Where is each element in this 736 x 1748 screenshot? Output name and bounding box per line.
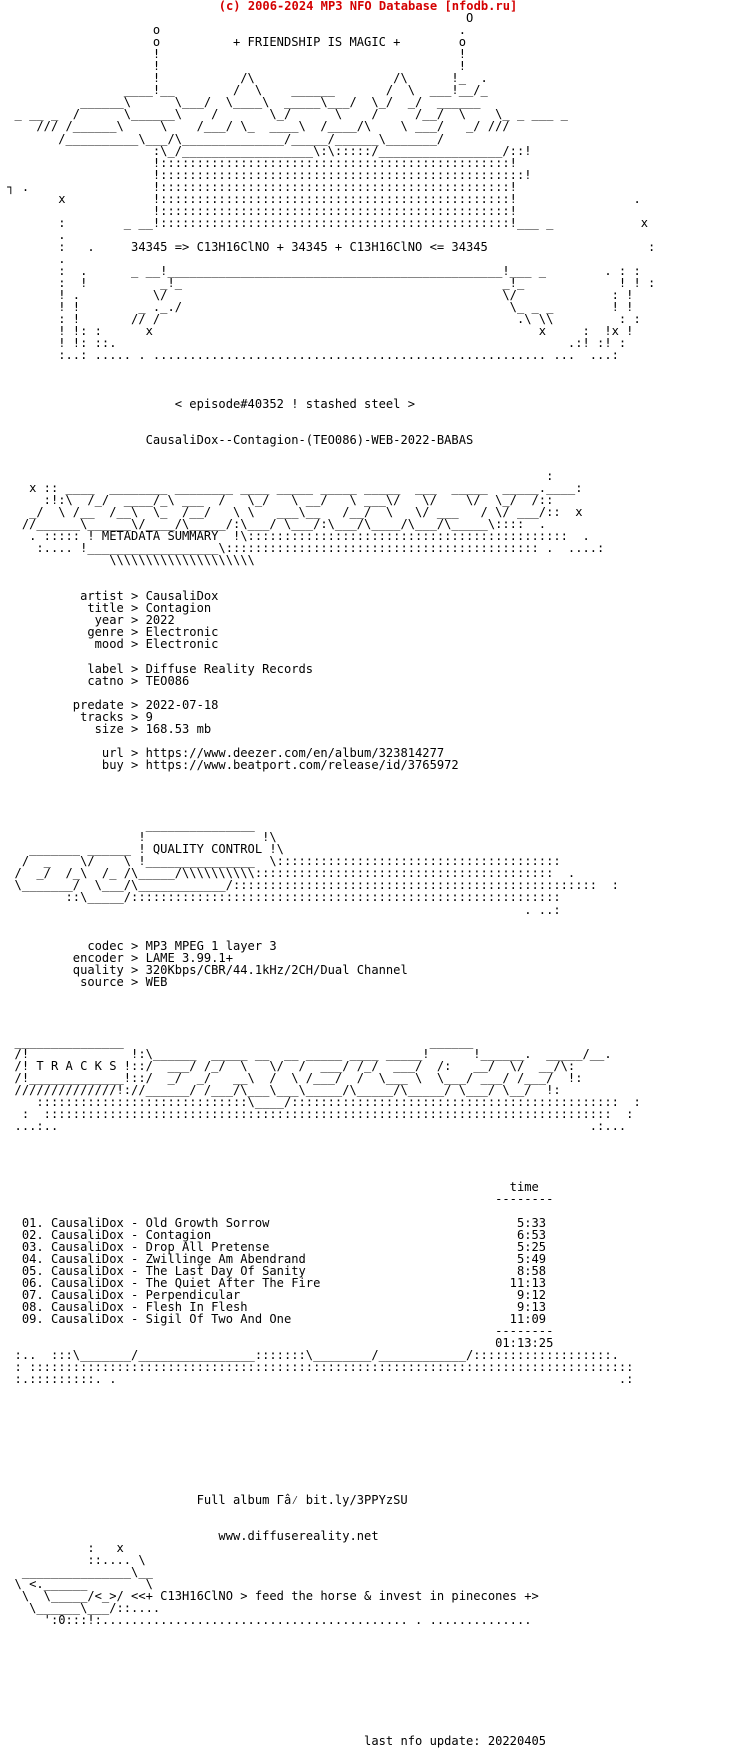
nfo-line <box>0 410 736 422</box>
nfo-line <box>0 771 736 783</box>
nfo-line: : <box>0 468 554 483</box>
nfo-line <box>0 1205 736 1217</box>
nfo-line: mood > Electronic <box>0 637 219 652</box>
nfo-line <box>0 988 736 1000</box>
nfo-line: :.... !__________________\::::::::::::::::::::::::::::::::::::::::::: . ....: <box>0 541 605 556</box>
nfo-line <box>0 1144 736 1156</box>
nfo-line <box>0 1482 736 1494</box>
nfo-line: : :::::::::::::::::::::::::::::::::::::::::::::::::::::::::::::::::::::::::::::: : <box>0 1107 634 1122</box>
nfo-line: ! ! <box>0 59 466 74</box>
nfo-line: !::::::::::::::::::::::::::::::::::::::::::::::::! <box>0 155 517 170</box>
nfo-line: o + FRIENDSHIP IS MAGIC + o <box>0 35 466 50</box>
nfo-line <box>0 1422 736 1434</box>
nfo-line: :.. :::\_______/________________:::::::\________/____________/:::::::::::::::::::. <box>0 1348 619 1363</box>
nfo-line: _______________ <box>0 818 255 833</box>
nfo-line: :::::::::::::::::::::::::::::\____/::::::::::::::::::::::::::::::::::::::::::::: : <box>0 1095 641 1110</box>
nfo-line: o . <box>0 23 466 38</box>
nfo-line: : . 34345 => C13H16ClNO + 34345 + C13H16ClNO <= 34345 : <box>0 239 656 254</box>
nfo-line: ! ! _ ._./ \_ _ _ ! ! <box>0 300 634 315</box>
nfo-line: encoder > LAME 3.99.1+ <box>0 950 233 965</box>
tracks-time-header: time <box>0 1179 539 1194</box>
nfo-line <box>0 651 736 663</box>
nfo-line <box>0 1687 736 1699</box>
nfo-line <box>0 361 736 373</box>
nfo-line: /__________\___/\______________/_____/______\_______/ <box>0 131 445 146</box>
nfo-line: ! . \/ \/ : ! <box>0 288 634 303</box>
last-update-text: last nfo update: 20220405 <box>0 1733 547 1748</box>
nfo-line <box>0 1506 736 1518</box>
nfo-line: ! !\ <box>0 830 277 845</box>
nfo-line: x !::::::::::::::::::::::::::::::::::::::::::::::::! . <box>0 191 641 206</box>
nfo-line: / _/ /_\ /_ /\_____/\\\\\\\\\\::::::::::::::::::::::::::::::::::::::::: . <box>0 866 576 881</box>
nfo-line: . ..: <box>0 902 561 917</box>
nfo-line: quality > 320Kbps/CBR/44.1kHz/2CH/Dual Channel <box>0 962 408 977</box>
nfo-line: //______\______\/____/\_____/:\___/ \___/:\___/\____/\___/\_____\:::: . <box>0 517 547 532</box>
nfo-line: \______\___/::.... <box>0 1601 161 1616</box>
nfo-line: ::.... \ <box>0 1553 146 1568</box>
nfo-line: /! !:\______ _____ __ __ _____ ____ _____! !______. _____/__. <box>0 1047 612 1062</box>
nfo-line <box>0 1662 736 1674</box>
nfo-line: !::::::::::::::::::::::::::::::::::::::::::::::::! <box>0 203 517 218</box>
nfo-line: !::::::::::::::::::::::::::::::::::::::::::::::::::! <box>0 167 532 182</box>
nfo-line: tracks > 9 <box>0 709 153 724</box>
nfo-line: : ! _!_ _!_ ! ! : <box>0 276 656 291</box>
nfo-line <box>0 446 736 458</box>
nfo-line: _/ \ /__ /__\ \_ /__/ \ \ ___\__ /__/ \ \/ ___ / \/ ___/:: x <box>0 504 583 519</box>
nfo-line: / _ \/ \ !_______________ \::::::::::::::::::::::::::::::::::::::: <box>0 854 561 869</box>
nfo-line: label > Diffuse Reality Records <box>0 661 314 676</box>
nfo-line <box>0 1397 736 1409</box>
nfo-line <box>0 783 736 795</box>
nfo-line <box>0 1711 736 1723</box>
nfo-line: . <box>0 251 66 266</box>
nfo-line <box>0 1000 736 1012</box>
nfo-line: //////////////!://______/ /___/\___\___\_____/\_____/\_____/ \___/ \__/ !: <box>0 1083 561 1098</box>
nfo-line <box>0 1385 736 1397</box>
nfo-line: ! !: : x x : !x ! <box>0 324 634 339</box>
nfo-line: \ \_____/<_>/ <<+ C13H16ClNO > feed the horse & invest in pinecones +> <box>0 1589 539 1604</box>
nfo-line: _______ ______ ! QUALITY CONTROL !\ <box>0 842 284 857</box>
track-row: 07. CausaliDox - Perpendicular 9:12 <box>0 1288 547 1303</box>
nfo-line: . ::::: ! METADATA SUMMARY !\:::::::::::::::::::::::::::::::::::::::::::: . <box>0 529 590 544</box>
nfo-line: < episode#40352 ! stashed steel > <box>0 396 416 411</box>
nfo-line: source > WEB <box>0 974 168 989</box>
nfo-line: \\\\\\\\\\\\\\\\\\\\ <box>0 553 255 568</box>
nfo-line: predate > 2022-07-18 <box>0 697 219 712</box>
track-row: 03. CausaliDox - Drop All Pretense 5:25 <box>0 1239 547 1254</box>
nfo-line <box>0 1446 736 1458</box>
nfo-line: codec > MP3 MPEG 1 layer 3 <box>0 938 277 953</box>
nfo-line: : ! // / .\ \\ : : <box>0 312 641 327</box>
nfo-line: ':0:::!:.......................................... . .............. <box>0 1613 532 1628</box>
tracks-footer-rule: -------- <box>0 1324 554 1339</box>
nfo-line <box>0 1638 736 1650</box>
nfo-line: ...:.. .:... <box>0 1119 627 1134</box>
nfo-line <box>0 1699 736 1711</box>
nfo-line: _ __ _ / \______\ / \_/ \ / /__/ \ \_ _ ___ _ <box>0 107 568 122</box>
nfodb-header-link[interactable]: (c) 2006-2024 MP3 NFO Database [nfodb.ru] <box>218 0 518 13</box>
nfo-line: :!:\ /_/ ____/_\ ___ / \_/ \ __/ \ ___\/ \/ \/ \_/ /:: <box>0 492 554 507</box>
track-row: 05. CausaliDox - The Last Day Of Sanity 8:58 <box>0 1263 547 1278</box>
nfo-line <box>0 373 736 385</box>
nfo-line: /!_____________!::/ _/ _/ __\ / \ /___/ / \___ \ \___/ ___/ /___/ !: <box>0 1071 583 1086</box>
nfo-line <box>0 566 736 578</box>
nfo-line <box>0 1626 736 1638</box>
full-album-text: Full album Гâ⁄ bit.ly/3PPYzSU <box>0 1492 408 1507</box>
website-text: www.diffusereality.net <box>0 1528 379 1543</box>
nfo-line: ┐ . !::::::::::::::::::::::::::::::::::::::::::::::::! <box>0 179 517 194</box>
nfo-line <box>0 1458 736 1470</box>
nfo-line: :\_/__________________\:\:::::/_________________/::! <box>0 143 532 158</box>
nfo-line <box>0 1470 736 1482</box>
track-row: 09. CausaliDox - Sigil Of Two And One 11:09 <box>0 1312 547 1327</box>
tracks-header-rule: -------- <box>0 1191 554 1206</box>
tracks-total-time: 01:13:25 <box>0 1336 554 1351</box>
track-row: 04. CausaliDox - Zwillinge Am Abendrand 5:49 <box>0 1251 547 1266</box>
nfo-line: x :: ____ ________ ________ ____ _____ _____ _____ ___ _____ _____.____: <box>0 480 583 495</box>
nfo-line <box>0 1650 736 1662</box>
nfo-line <box>0 1723 736 1735</box>
nfo-line <box>0 1675 736 1687</box>
nfo-line <box>0 928 736 940</box>
nfo-line: :..: ..... . ...................................................... ... ...: <box>0 348 619 363</box>
nfo-line <box>0 386 736 398</box>
nfo-line: url > https://www.deezer.com/en/album/323814277 <box>0 745 445 760</box>
nfo-line: title > Contagion <box>0 601 212 616</box>
nfo-line <box>0 1157 736 1169</box>
track-row: 02. CausaliDox - Contagion 6:53 <box>0 1227 547 1242</box>
nfo-line <box>0 795 736 807</box>
nfo-line <box>0 1012 736 1024</box>
nfo-line: :.:::::::::. . .: <box>0 1372 634 1387</box>
nfo-line: /// /______\ \ /___/ \_ ____\ /____/\ \ ___/ _/ /// <box>0 119 510 134</box>
nfo-line: ____!__ / \ ______ / \ ___!__/_ <box>0 83 488 98</box>
nfo-line: size > 168.53 mb <box>0 721 212 736</box>
nfo-line: CausaliDox--Contagion-(TEO086)-WEB-2022-BABAS <box>0 432 474 447</box>
nfo-line <box>0 687 736 699</box>
nfo-line <box>0 422 736 434</box>
track-row: 08. CausaliDox - Flesh In Flesh 9:13 <box>0 1300 547 1315</box>
nfo-line: _______________\__ <box>0 1565 153 1580</box>
nfo-line: ! ! <box>0 47 466 62</box>
nfo-line <box>0 1169 736 1181</box>
track-row: 06. CausaliDox - The Quiet After The Fire 11:13 <box>0 1275 547 1290</box>
nfo-line: genre > Electronic <box>0 625 219 640</box>
nfo-line: O <box>0 11 474 26</box>
nfo-line: ______\ \___/ \____\ _____\___/ \_/ _/ ______ <box>0 95 481 110</box>
nfo-line: \ <.______ \ <box>0 1577 153 1592</box>
nfo-line: : _ __!::::::::::::::::::::::::::::::::::::::::::::::::!___ _ x <box>0 215 649 230</box>
nfo-line: \_______/ \___/\____________/:::::::::::::::::::::::::::::::::::::::::::::::::: : <box>0 878 619 893</box>
nfo-line: _______________ ______ <box>0 1035 474 1050</box>
nfo-line <box>0 1434 736 1446</box>
nfo-line: : . _ __!______________________________________________!___ _ . : : <box>0 264 641 279</box>
nfo-line: year > 2022 <box>0 613 175 628</box>
nfo-line: buy > https://www.beatport.com/release/id/3765972 <box>0 757 459 772</box>
nfo-line <box>0 916 736 928</box>
nfo-line: /! T R A C K S !::/ ___/ /_/ \ \/ / ___/ /_/ ___/ /: __/ \/ __/\: <box>0 1059 576 1074</box>
track-row: 01. CausaliDox - Old Growth Sorrow 5:33 <box>0 1215 547 1230</box>
nfo-line <box>0 1409 736 1421</box>
nfo-line: ::\_____/::::::::::::::::::::::::::::::::::::::::::::::::::::::::::: <box>0 890 561 905</box>
nfo-line: artist > CausaliDox <box>0 589 219 604</box>
nfo-line <box>0 1132 736 1144</box>
nfo-line: ! !: ::. .:! :! : <box>0 336 627 351</box>
nfo-line: : x <box>0 1541 124 1555</box>
nfo-line: catno > TEO086 <box>0 673 190 688</box>
nfo-line: ! /\ /\ !_ . <box>0 71 488 86</box>
nfo-line: : ::::::::::::::::::::::::::::::::::::::::::::::::::::::::::::::::::::::::::::::::::: <box>0 1360 634 1375</box>
nfo-line: . <box>0 227 66 242</box>
